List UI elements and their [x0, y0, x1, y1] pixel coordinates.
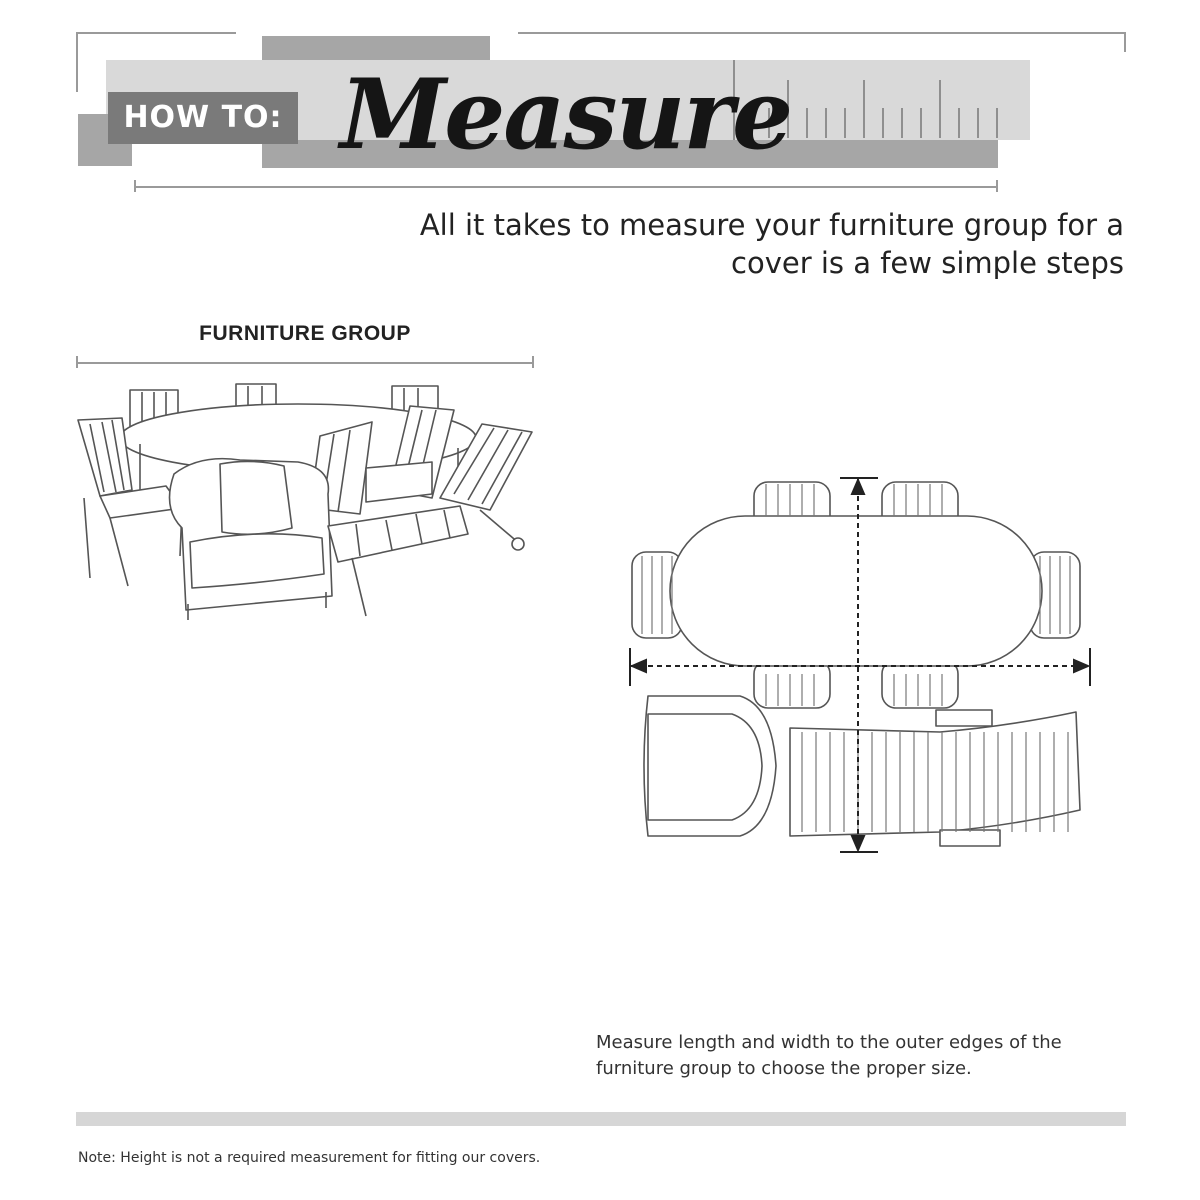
top-view-layout-diagram: [620, 470, 1100, 860]
header-bottom-tick-left: [134, 180, 136, 192]
intro-text: [404, 206, 1124, 282]
header-top-line-left: [76, 32, 236, 34]
furniture-group-rule-right-tick: [532, 356, 534, 368]
footer-note: Note: Height is not a required measurement for fitting our covers.: [78, 1150, 541, 1166]
howto-label: HOW TO:: [108, 92, 298, 144]
header-bottom-tick-right: [996, 180, 998, 192]
intro-line-2: cover is a few simple steps: [731, 246, 1124, 280]
page-title: Measure: [340, 58, 792, 171]
footer-divider: [76, 1112, 1126, 1126]
header-left-tick: [76, 32, 78, 92]
caption-line-2: furniture group to choose the proper size.: [596, 1058, 972, 1079]
caption-line-1: Measure length and width to the outer edges of the: [596, 1032, 1062, 1053]
patio-furniture-illustration: [70, 378, 540, 628]
measurement-caption: [596, 1030, 1116, 1082]
header-bottom-line: [134, 186, 998, 188]
intro-line-1: All it takes to measure your furniture group for a: [419, 208, 1124, 242]
header-right-tick: [1124, 32, 1126, 52]
header-top-line-right: [518, 32, 1126, 34]
furniture-group-title: FURNITURE GROUP: [199, 322, 411, 345]
furniture-group-rule: [76, 362, 534, 364]
furniture-group-rule-left-tick: [76, 356, 78, 368]
